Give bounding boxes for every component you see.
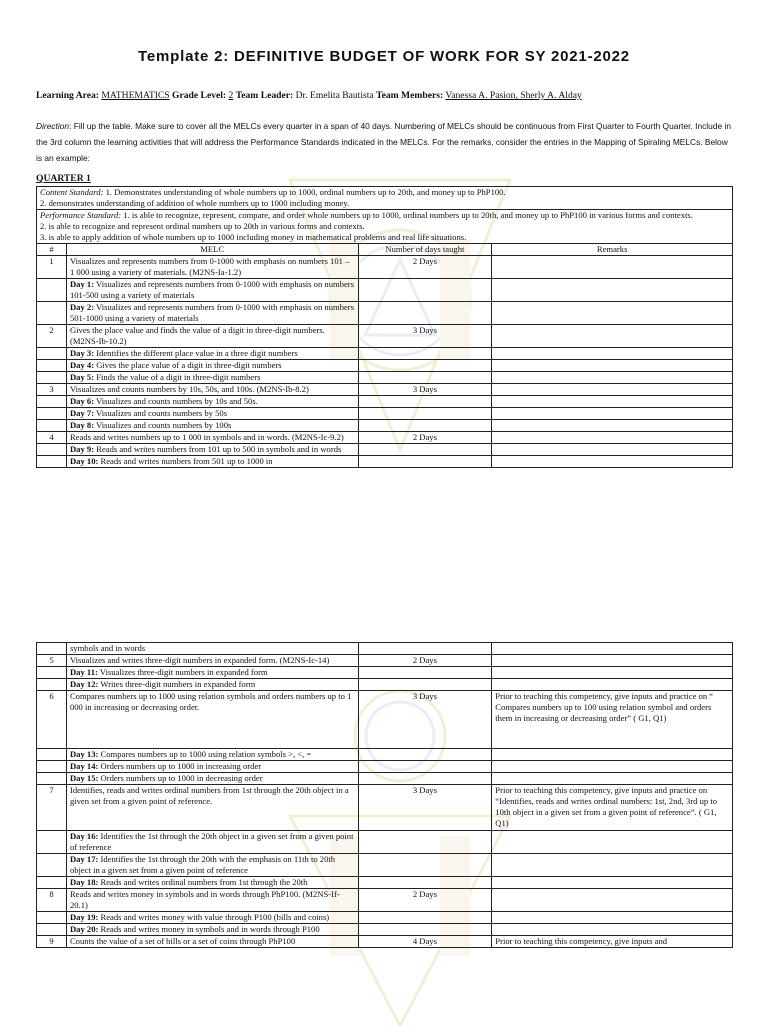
melc-text: Visualizes and represents numbers from 0-1000 with emphasis on numbers 101 – 1 000 using a variety of materials. (M2NS-Ia-1.2): [66, 256, 358, 279]
melc-text: Identifies, reads and writes ordinal numbers from 1st through the 20th object in a given set from a given point of reference.: [66, 785, 358, 831]
content-standard-cell: [37, 187, 733, 210]
page-gap: [0, 596, 768, 626]
melc-row: [37, 655, 733, 667]
performance-standard-2: 2. is able to recognize and represent ordinal numbers up to 20th in various forms and contexts.: [40, 221, 365, 231]
remarks-cell: [492, 256, 733, 279]
remarks-text: Prior to teaching this competency, give inputs and: [492, 936, 733, 948]
content-standard-label: Content Standard:: [40, 187, 104, 197]
day-label: Day 2:: [69, 302, 95, 312]
day-row: [37, 749, 733, 761]
day-label: Day 5:: [69, 372, 95, 382]
day-text: Day 10: Reads and writes numbers from 501 up to 1000 in: [66, 456, 358, 468]
day-label: Day 1:: [69, 279, 95, 289]
remarks-cell: [492, 432, 733, 444]
days-count: 2 Days: [358, 432, 492, 444]
day-text: Day 16: Identifies the 1st through the 20th object in a given set from a given point of reference: [66, 831, 358, 854]
day-text: Day 19: Reads and writes money with value through P100 (bills and coins): [66, 912, 358, 924]
day-text: Day 11: Visualizes three-digit numbers in expanded form: [66, 667, 358, 679]
day-label: Day 17:: [69, 854, 99, 864]
days-count: 3 Days: [358, 691, 492, 749]
day-row: [37, 854, 733, 877]
melc-text: Visualizes and writes three-digit numbers in expanded form. (M2NS-Ic-14): [66, 655, 358, 667]
day-label: Day 10:: [69, 456, 99, 466]
direction-label: Direction: [36, 121, 70, 131]
team-members-value: Vanessa A. Pasion, Sherly A. Alday: [445, 90, 582, 101]
performance-standard-label: Performance Standard:: [40, 210, 122, 220]
day-text: Day 17: Identifies the 1st through the 20th with the emphasis on 11th to 20th object in a given set from a given point of reference: [66, 854, 358, 877]
day-row: [37, 444, 733, 456]
day-text: Day 14: Orders numbers up to 1000 in increasing order: [66, 761, 358, 773]
melc-number: 8: [37, 889, 67, 912]
day-row: [37, 372, 733, 384]
melc-row: [37, 432, 733, 444]
melc-row: [37, 785, 733, 831]
day-label: Day 9:: [69, 444, 95, 454]
day-label: Day 13:: [69, 749, 99, 759]
direction-paragraph: [36, 118, 736, 166]
day-row: [37, 279, 733, 302]
day-row: [37, 396, 733, 408]
day-text: symbols and in words: [66, 643, 358, 655]
days-count: 3 Days: [358, 785, 492, 831]
day-row-continued: [37, 643, 733, 655]
remarks-cell: [492, 384, 733, 396]
day-row: [37, 924, 733, 936]
direction-text: : Fill up the table. Make sure to cover all the MELCs every quarter in a span of 40 days. Numbering of MELCs should be continuous from First Quarter to Fourth Quarter. Include in the 3rd column the learning activities that will address the Performance Standards indicated in the MELCs. For the remarks, consider the entries in the Mapping of Spiraling MELCs. Below is an example:: [36, 121, 731, 163]
day-text: Day 2: Visualizes and represents numbers from 0-1000 with emphasis on numbers 501-1000 using a variety of materials: [66, 302, 358, 325]
column-header-days: Number of days taught: [358, 244, 492, 256]
melc-row: [37, 691, 733, 749]
melc-row: [37, 384, 733, 396]
day-label: Day 20:: [69, 924, 99, 934]
day-label: Day 3:: [69, 348, 95, 358]
performance-standard-1: 1. is able to recognize, represent, compare, and order whole numbers up to 1000, ordinal numbers up to 20th, and money up to PhP100 in various forms and contexts.: [121, 210, 693, 220]
remarks-cell: [492, 325, 733, 348]
day-row: [37, 877, 733, 889]
melc-text: Counts the value of a set of bills or a set of coins through PhP100: [66, 936, 358, 948]
day-label: Day 4:: [69, 360, 95, 370]
day-label: Day 14:: [69, 761, 99, 771]
learning-area-label: Learning Area:: [36, 90, 99, 101]
day-text: Day 13: Compares numbers up to 1000 using relation symbols >, <, =: [66, 749, 358, 761]
day-text: Day 6: Visualizes and counts numbers by 10s and 50s.: [66, 396, 358, 408]
document-title: Template 2: DEFINITIVE BUDGET OF WORK FOR SY 2021-2022: [138, 48, 630, 65]
day-text: Day 5: Finds the value of a digit in three-digit numbers: [66, 372, 358, 384]
melc-number: 5: [37, 655, 67, 667]
budget-of-work-table-continued: [36, 642, 733, 948]
day-row: [37, 667, 733, 679]
day-text: Day 18: Reads and writes ordinal numbers from 1st through the 20th: [66, 877, 358, 889]
team-leader-value: Dr. Emelita Bautista: [295, 90, 374, 101]
day-text: Day 12: Writes three-digit numbers in expanded form: [66, 679, 358, 691]
melc-text: Visualizes and counts numbers by 10s, 50s, and 100s. (M2NS-Ib-8.2): [66, 384, 358, 396]
melc-text: Compares numbers up to 1000 using relation symbols and orders numbers up to 1 000 in increasing or decreasing order.: [66, 691, 358, 749]
day-row: [37, 456, 733, 468]
melc-row: [37, 936, 733, 948]
team-leader-label: Team Leader:: [235, 90, 294, 101]
day-text: Day 1: Visualizes and represents numbers from 0-1000 with emphasis on numbers 101-500 using a variety of materials: [66, 279, 358, 302]
column-header-number: #: [37, 244, 67, 256]
melc-row: [37, 889, 733, 912]
days-count: 3 Days: [358, 325, 492, 348]
melc-number: 3: [37, 384, 67, 396]
day-text: Day 9: Reads and writes numbers from 101 up to 500 in symbols and in words: [66, 444, 358, 456]
content-standard-1: 1. Demonstrates understanding of whole numbers up to 1000, ordinal numbers up to 20th, and money up to PhP100.: [103, 187, 506, 197]
content-standard-row: [37, 187, 733, 210]
table-header-row: [37, 244, 733, 256]
column-header-remarks: Remarks: [492, 244, 733, 256]
team-members-label: Team Members:: [376, 90, 444, 101]
remarks-text: Prior to teaching this competency, give inputs and practice on “Identifies, reads and writes ordinal numbers: 1st, 2nd, 3rd up to 10th object in a given set from a given point of reference”. ( G1, Q1): [492, 785, 733, 831]
day-row: [37, 912, 733, 924]
melc-row: [37, 325, 733, 348]
remarks-cell: [492, 655, 733, 667]
melc-number: 6: [37, 691, 67, 749]
day-text: Day 20: Reads and writes money in symbols and in words through P100: [66, 924, 358, 936]
column-header-melc: MELC: [66, 244, 358, 256]
day-label: Day 11:: [69, 667, 98, 677]
melc-number: 4: [37, 432, 67, 444]
day-row: [37, 679, 733, 691]
days-count: 2 Days: [358, 655, 492, 667]
day-row: [37, 761, 733, 773]
content-standard-2: 2. demonstrates understanding of addition of whole numbers up to 1000 including money.: [40, 198, 350, 208]
day-row: [37, 408, 733, 420]
day-label: Day 18:: [69, 877, 99, 887]
header-info: [36, 90, 582, 101]
quarter-heading: QUARTER 1: [36, 173, 91, 184]
day-label: Day 8:: [69, 420, 95, 430]
day-row: [37, 831, 733, 854]
remarks-text: Prior to teaching this competency, give inputs and practice on “ Compares numbers up to 100 using relation symbol and orders them in increasing or decreasing order” ( G1, Q1): [492, 691, 733, 749]
performance-standard-row: [37, 210, 733, 244]
remarks-cell: [492, 889, 733, 912]
day-row: [37, 773, 733, 785]
days-count: 2 Days: [358, 256, 492, 279]
day-label: Day 19:: [69, 912, 99, 922]
day-text: Day 8: Visualizes and counts numbers by 100s: [66, 420, 358, 432]
melc-number: 1: [37, 256, 67, 279]
document-page-2: [0, 626, 768, 1024]
day-row: [37, 348, 733, 360]
day-text: Day 4: Gives the place value of a digit in three-digit numbers: [66, 360, 358, 372]
melc-number: 2: [37, 325, 67, 348]
melc-text: Reads and writes money in symbols and in words through PhP100. (M2NS-If-20.1): [66, 889, 358, 912]
days-count: 2 Days: [358, 889, 492, 912]
melc-number: 9: [37, 936, 67, 948]
melc-row: [37, 256, 733, 279]
melc-text: Gives the place value and finds the value of a digit in three-digit numbers. (M2NS-Ib-10.2): [66, 325, 358, 348]
day-label: Day 15:: [69, 773, 99, 783]
days-count: 3 Days: [358, 384, 492, 396]
melc-text: Reads and writes numbers up to 1 000 in symbols and in words. (M2NS-Ic-9.2): [66, 432, 358, 444]
day-label: Day 16:: [69, 831, 99, 841]
grade-level-value: 2: [228, 90, 234, 101]
day-text: Day 15: Orders numbers up to 1000 in decreasing order: [66, 773, 358, 785]
day-row: [37, 302, 733, 325]
day-label: Day 12:: [69, 679, 99, 689]
day-row: [37, 360, 733, 372]
melc-number: 7: [37, 785, 67, 831]
day-label: Day 7:: [69, 408, 95, 418]
days-count: 4 Days: [358, 936, 492, 948]
budget-of-work-table: [36, 186, 733, 468]
day-label: Day 6:: [69, 396, 95, 406]
day-text: Day 7: Visualizes and counts numbers by 50s: [66, 408, 358, 420]
grade-level-label: Grade Level:: [172, 90, 227, 101]
day-row: [37, 420, 733, 432]
day-text: Day 3: Identifies the different place value in a three digit numbers: [66, 348, 358, 360]
learning-area-value: MATHEMATICS: [101, 90, 170, 101]
performance-standard-cell: [37, 210, 733, 244]
performance-standard-3: 3. is able to apply addition of whole numbers up to 1000 including money in mathematical problems and real life situations.: [40, 232, 467, 242]
